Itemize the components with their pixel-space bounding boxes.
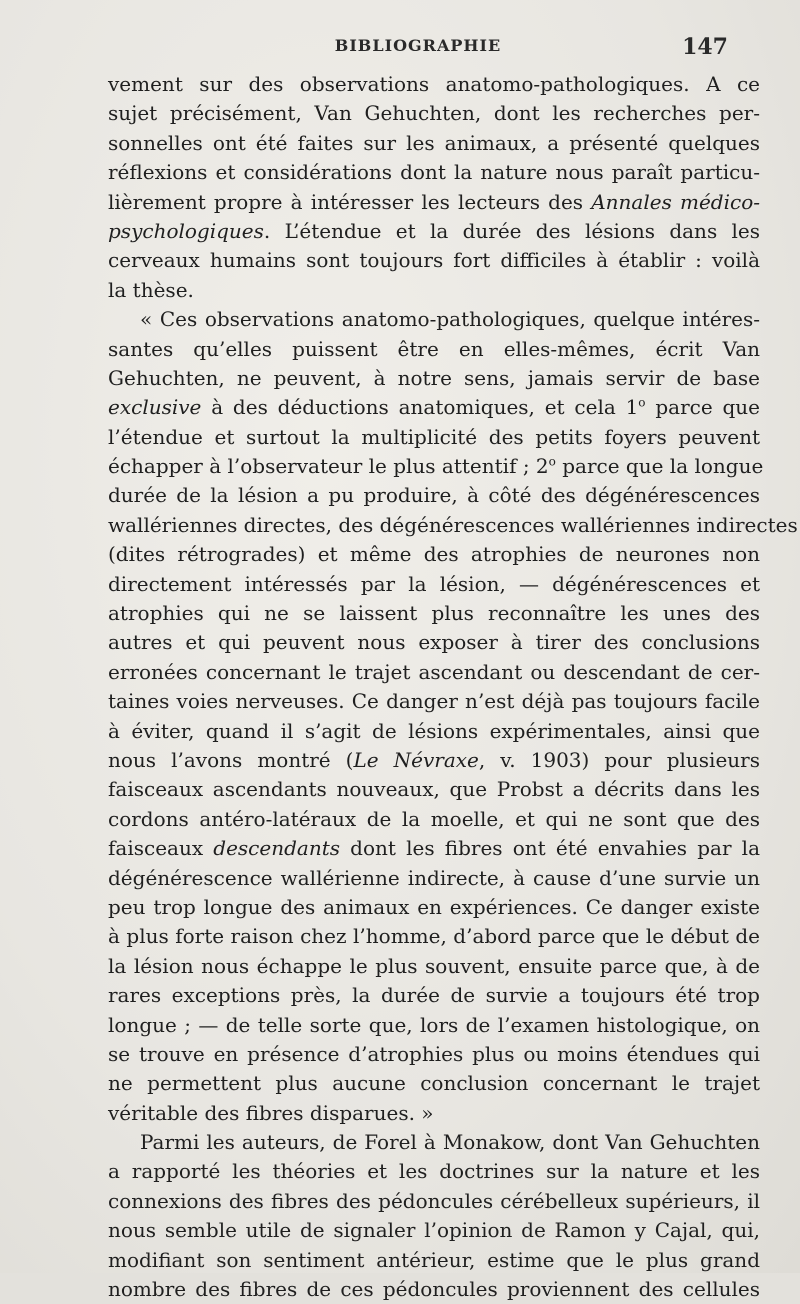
emphasis: descendants (213, 836, 341, 861)
text-line: Gehuchten, ne peuvent, à notre sens, jamais servir de base (108, 365, 760, 390)
text-line: véritable des fibres disparues. » (108, 1100, 434, 1125)
text-span: à des déductions anatomiques, et cela 1 (201, 395, 639, 420)
journal-title: Annales médico- (591, 189, 760, 214)
text-line: atrophies qui ne se laissent plus reconnaître les unes des (108, 601, 760, 626)
text-line: la thèse. (108, 277, 194, 302)
text-span: parce que la longue (555, 454, 764, 479)
text-span: dont les fibres ont été envahies par la (340, 836, 760, 861)
journal-title: Le Névraxe (353, 747, 479, 772)
superscript: o (638, 395, 646, 410)
text-line: sujet précisément, Van Gehuchten, dont les recherches per- (108, 101, 760, 126)
text-line (108, 746, 760, 775)
text-line: erronées concernant le trajet ascendant ou descendant de cer- (108, 659, 760, 684)
text-line: connexions des fibres des pédoncules cérébelleux supérieurs, il (108, 1188, 760, 1213)
text-line: cerveaux humains sont toujours fort difficiles à établir : voilà (108, 248, 760, 273)
text-line (108, 452, 764, 481)
text-line: santes qu’elles puissent être en elles-mêmes, écrit Van (108, 336, 760, 361)
text-line: a rapporté les théories et les doctrines sur la nature et les (108, 1159, 760, 1184)
text-line: vement sur des observations anatomo-pathologiques. A ce (108, 72, 760, 96)
text-line: Parmi les auteurs, de Forel à Monakow, dont Van Gehuchten (140, 1130, 760, 1155)
text-line: à éviter, quand il s’agit de lésions expérimentales, ainsi que (108, 718, 760, 743)
text-line: autres et qui peuvent nous exposer à tirer des conclusions (108, 630, 760, 655)
text-line: l’étendue et surtout la multiplicité des petits foyers peuvent (108, 424, 760, 449)
text-line: cordons antéro-latéraux de la moelle, et qui ne sont que des (108, 806, 760, 831)
text-span: parce que (645, 395, 760, 420)
text-line: réflexions et considérations dont la nature nous paraît particu- (108, 160, 760, 185)
page-number: 147 (682, 34, 728, 60)
text-line: « Ces observations anatomo-pathologiques, quelque intéres- (140, 307, 760, 332)
text-line: à plus forte raison chez l’homme, d’abord parce que le début de (108, 924, 760, 949)
text-line (108, 834, 760, 863)
text-span: faisceaux (108, 836, 214, 861)
text-line: nous semble utile de signaler l’opinion de Ramon y Cajal, qui, (108, 1218, 760, 1243)
text-line: la lésion nous échappe le plus souvent, ensuite parce que, à de (108, 953, 760, 978)
text-line: peu trop longue des animaux en expériences. Ce danger existe (108, 894, 760, 919)
text-line: (dites rétrogrades) et même des atrophies de neurones non (108, 542, 760, 567)
text-line: rares exceptions près, la durée de survie a toujours été trop (108, 983, 760, 1008)
superscript: o (548, 454, 556, 469)
text-span: nous l’avons montré ( (108, 747, 354, 772)
emphasis: exclusive (108, 395, 202, 420)
text-line: modifiant son sentiment antérieur, estime que le plus grand (108, 1247, 760, 1272)
text-span: échapper à l’observateur le plus attentif ; 2 (108, 454, 549, 479)
text-line: taines voies nerveuses. Ce danger n’est déjà pas toujours facile (108, 689, 760, 714)
text-line: durée de la lésion a pu produire, à côté des dégénérescences (108, 483, 760, 508)
text-line: directement intéressés par la lésion, — dégénérescences et (108, 571, 760, 596)
journal-title: psychologiques (108, 218, 264, 243)
text-line (108, 188, 760, 217)
text-span: , v. 1903) pour plusieurs (478, 747, 760, 772)
text-span: lièrement propre à intéresser les lecteurs des (108, 189, 592, 214)
text-span: . L’étendue et la durée des lésions dans les (263, 218, 760, 243)
running-title: BIBLIOGRAPHIE (334, 36, 502, 55)
text-line: nombre des fibres de ces pédoncules proviennent des cellules (108, 1277, 760, 1302)
text-line (108, 217, 760, 246)
text-line: dégénérescence wallérienne indirecte, à cause d’une survie un (108, 865, 760, 890)
body-text (108, 70, 798, 1304)
text-line: ne permettent plus aucune conclusion concernant le trajet (108, 1071, 760, 1096)
text-line: faisceaux ascendants nouveaux, que Probst a décrits dans les (108, 777, 760, 802)
text-line: se trouve en présence d’atrophies plus ou moins étendues qui (108, 1041, 760, 1066)
running-head (108, 34, 728, 64)
text-line (108, 393, 760, 422)
text-line: longue ; — de telle sorte que, lors de l’examen histologique, on (108, 1012, 760, 1037)
text-line: sonnelles ont été faites sur les animaux, a présenté quelques (108, 130, 760, 155)
text-line: wallériennes directes, des dégénérescences wallériennes indirectes (108, 512, 798, 537)
